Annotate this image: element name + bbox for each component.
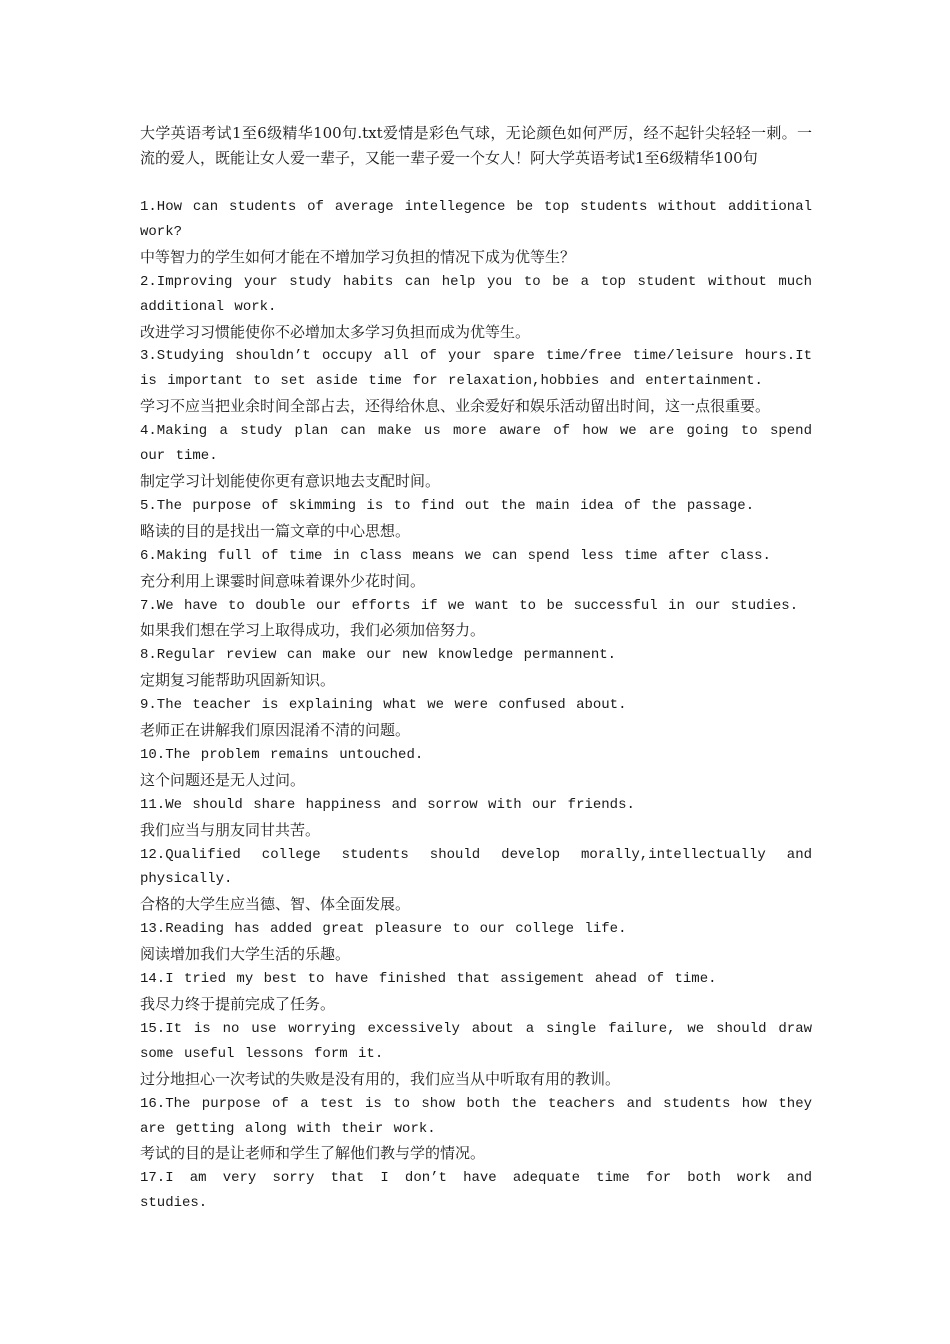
- sentence-item: [140, 1092, 812, 1167]
- sentence-chinese: 改进学习习惯能使你不必增加太多学习负担而成为优等生。: [140, 322, 531, 341]
- sentence-english: 13.Reading has added great pleasure to our college life.: [140, 921, 627, 938]
- sentence-chinese: 略读的目的是找出一篇文章的中心思想。: [140, 521, 411, 540]
- sentence-chinese: 制定学习计划能使你更有意识地去支配时间。: [140, 471, 441, 490]
- sentence-item: [140, 693, 812, 743]
- sentence-english: 12.Qualified college students should develop morally,intellectually and physically.: [140, 846, 812, 888]
- sentence-chinese: 中等智力的学生如何才能在不增加学习负担的情况下成为优等生？: [140, 247, 576, 266]
- sentence-english: 11.We should share happiness and sorrow with our friends.: [140, 796, 635, 813]
- sentence-english: 5.The purpose of skimming is to find out the main idea of the passage.: [140, 497, 755, 514]
- sentence-english: 8.Regular review can make our new knowledge permannent.: [140, 647, 617, 664]
- sentence-chinese: 充分利用上课霎时间意味着课外少花时间。: [140, 571, 426, 590]
- sentence-chinese: 定期复习能帮助巩固新知识。: [140, 671, 336, 690]
- sentence-item: [140, 843, 812, 918]
- sentence-chinese: 老师正在讲解我们原因混淆不清的问题。: [140, 721, 411, 740]
- sentence-english: 4.Making a study plan can make us more aware of how we are going to spend our time.: [140, 423, 812, 465]
- sentence-item: [140, 594, 812, 644]
- sentence-item: [140, 544, 812, 594]
- sentence-chinese: 学习不应当把业余时间全部占去，还得给休息、业余爱好和娱乐活动留出时间，这一点很重要。: [140, 397, 771, 416]
- sentence-english: 3.Studying shouldn’t occupy all of your spare time/free time/leisure hours.It is important to set aside time for relaxation,hobbies and entertainment.: [140, 348, 812, 390]
- sentence-english: 9.The teacher is explaining what we were confused about.: [140, 697, 627, 714]
- document-intro: 大学英语考试1至6级精华100句.txt爱情是彩色气球，无论颜色如何严厉，经不起针尖轻轻一刺。一流的爱人，既能让女人爱一辈子，又能一辈子爱一个女人！阿大学英语考试1至6级精华100句: [140, 124, 812, 167]
- sentence-chinese: 过分地担心一次考试的失败是没有用的，我们应当从中听取有用的教训。: [140, 1069, 621, 1088]
- sentence-chinese: 这个问题还是无人过问。: [140, 770, 306, 789]
- document-page: [140, 121, 812, 1216]
- sentence-item: [140, 344, 812, 419]
- sentence-english: 10.The problem remains untouched.: [140, 746, 424, 763]
- sentence-chinese: 我尽力终于提前完成了任务。: [140, 995, 336, 1013]
- sentence-item: [140, 967, 812, 1017]
- sentence-chinese: 阅读增加我们大学生活的乐趣。: [140, 945, 351, 964]
- sentence-english: 2.Improving your study habits can help you to be a top student without much additional work.: [140, 273, 812, 315]
- sentence-english: 1.How can students of average intellegence be top students without additional work?: [140, 199, 812, 240]
- sentence-english: 14.I tried my best to have finished that assigement ahead of time.: [140, 971, 717, 988]
- sentence-chinese: 如果我们想在学习上取得成功，我们必须加倍努力。: [140, 621, 486, 640]
- sentence-item: [140, 643, 812, 693]
- sentence-chinese: 我们应当与朋友同甘共苦。: [140, 820, 321, 839]
- sentence-english: 6.Making full of time in class means we can spend less time after class.: [140, 547, 771, 564]
- sentence-english: 15.It is no use worrying excessively about a single failure, we should draw some useful lessons form it.: [140, 1020, 812, 1062]
- sentence-item: [140, 917, 812, 967]
- sentence-english: 7.We have to double our efforts if we want to be successful in our studies.: [140, 597, 799, 614]
- sentence-item: [140, 743, 812, 793]
- sentence-item: [140, 419, 812, 494]
- sentence-item: [140, 270, 812, 345]
- sentence-item: [140, 1017, 812, 1092]
- sentence-english: 16.The purpose of a test is to show both the teachers and students how they are getting along with their work.: [140, 1095, 812, 1137]
- sentence-chinese: 考试的目的是让老师和学生了解他们教与学的情况。: [140, 1144, 486, 1163]
- sentence-list: [140, 195, 812, 1216]
- sentence-item: [140, 1166, 812, 1216]
- sentence-item: [140, 195, 812, 270]
- sentence-item: [140, 494, 812, 544]
- sentence-chinese: 合格的大学生应当德、智、体全面发展。: [140, 895, 411, 914]
- sentence-item: [140, 793, 812, 843]
- sentence-english: 17.I am very sorry that I don’t have adequate time for both work and studies.: [140, 1170, 812, 1212]
